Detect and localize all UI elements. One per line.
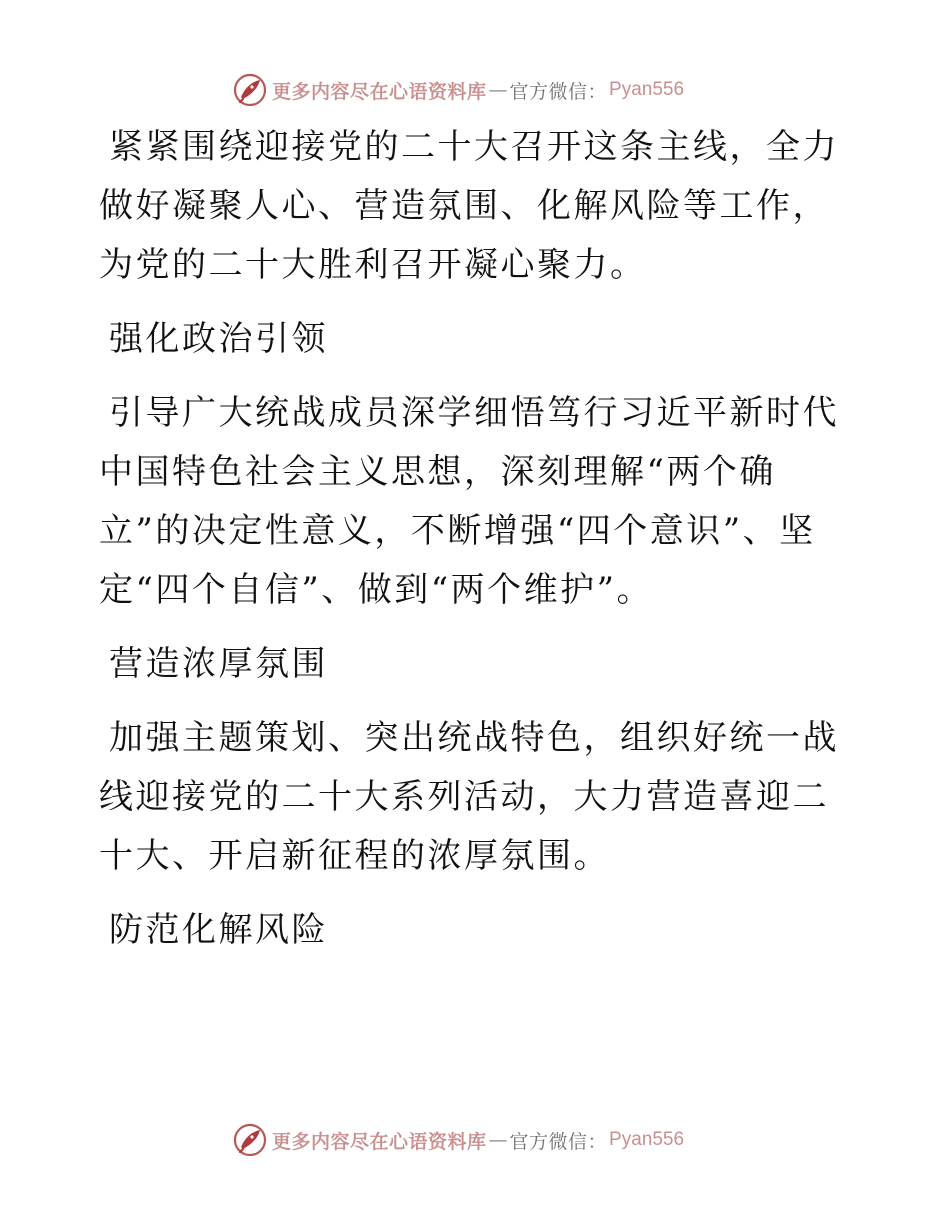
paragraph-atmosphere: 加强主题策划、突出统战特色，组织好统一战线迎接党的二十大系列活动，大力营造喜迎二十大、开启新征程的浓厚氛围。 — [99, 718, 839, 876]
document-body — [99, 118, 859, 975]
section-heading-risk-prevention: 防范化解风险 — [109, 910, 328, 950]
footer-watermark — [232, 1120, 712, 1160]
paragraph-political-guidance: 引导广大统战成员深学细悟笃行习近平新时代中国特色社会主义思想，深刻理解“两个确立”的决定性意义，不断增强“四个意识”、坚定“四个自信”、做到“两个维护”。 — [99, 393, 839, 610]
watermark-text: 更多内容尽在心语资料库 — [272, 80, 487, 103]
watermark-wechat-id: Pyan556 — [609, 1129, 685, 1150]
pen-nib-logo-icon — [232, 1122, 268, 1158]
section-heading-atmosphere: 营造浓厚氛围 — [109, 644, 328, 684]
watermark-separator: — — [488, 1129, 508, 1151]
watermark-wechat-id: Pyan556 — [609, 79, 685, 100]
watermark-separator: — — [488, 79, 508, 101]
paragraph-intro: 紧紧围绕迎接党的二十大召开这条主线，全力做好凝聚人心、营造氛围、化解风险等工作，为党的二十大胜利召开凝心聚力。 — [99, 127, 839, 285]
header-watermark — [232, 70, 712, 110]
watermark-wechat-label: 官方微信： — [509, 80, 608, 103]
watermark-wechat-label: 官方微信： — [509, 1130, 608, 1153]
watermark-text: 更多内容尽在心语资料库 — [272, 1130, 487, 1153]
section-heading-political-guidance: 强化政治引领 — [109, 319, 328, 359]
pen-nib-logo-icon — [232, 72, 268, 108]
